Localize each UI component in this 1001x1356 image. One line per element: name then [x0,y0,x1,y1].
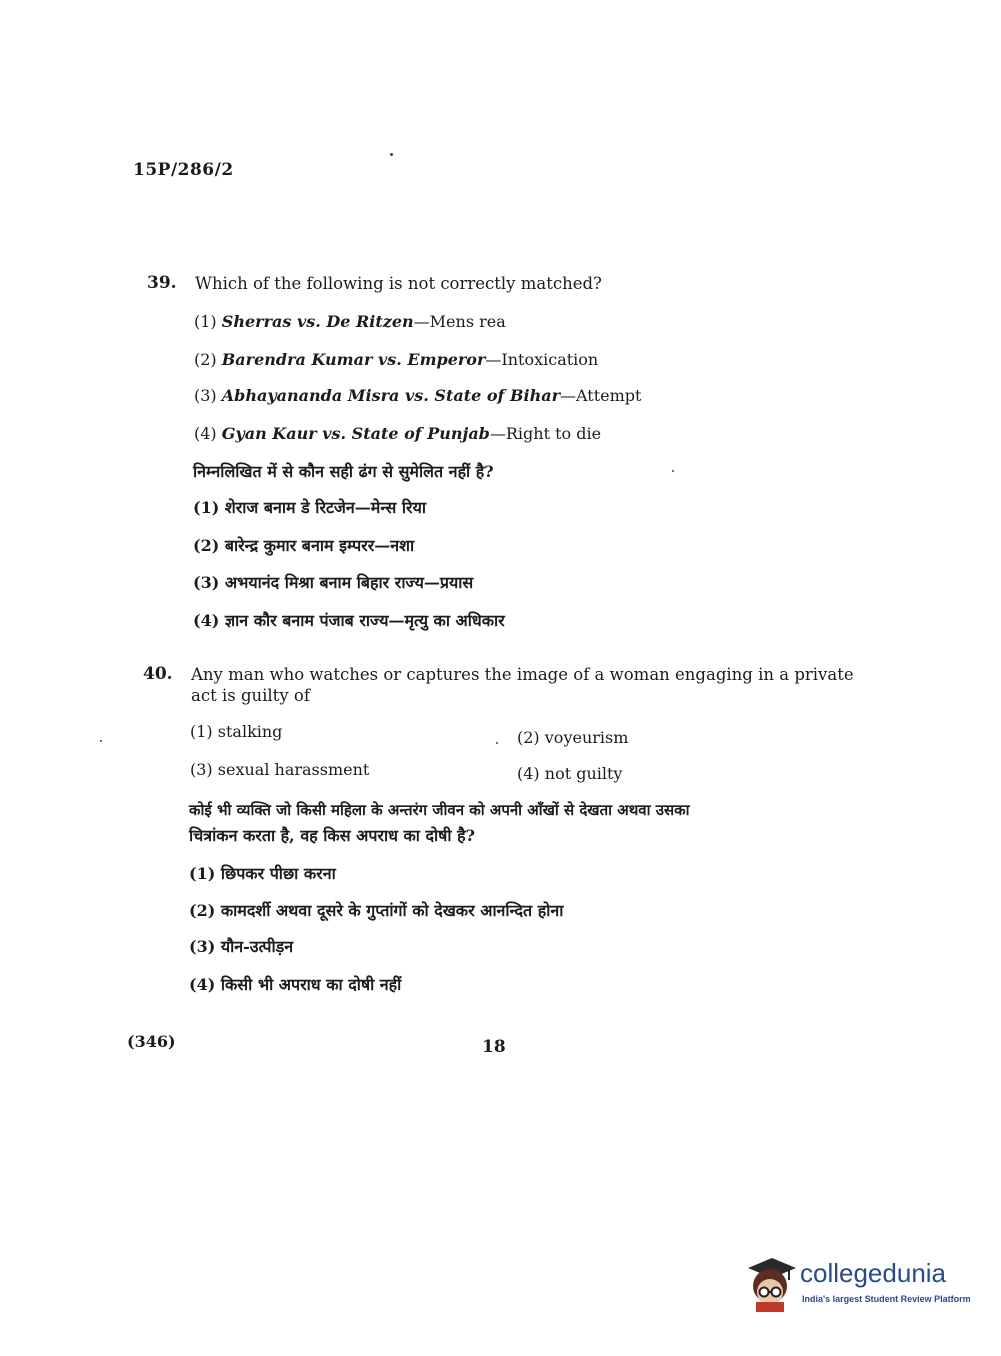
brand-name: collegedunia [800,1258,947,1288]
scan-speck [672,470,674,472]
question-40-number: 40. [143,664,173,684]
page-number: 18 [482,1037,506,1057]
q40-option-4: (4) not guilty [517,764,623,783]
question-40-text-line2: act is guilty of [191,686,310,705]
question-40-text-line1: Any man who watches or captures the image of a woman engaging in a private [191,665,854,684]
q39-option-1: (1) Sherras vs. De Ritzen—Mens rea [194,312,506,331]
question-39-number: 39. [147,273,177,293]
q40-option-1-hindi: (1) छिपकर पीछा करना [189,864,336,883]
q39-option-1-hindi: (1) शेराज बनाम डे रिटजेन—मेन्स रिया [193,498,427,517]
q39-option-2-hindi: (2) बारेन्द्र कुमार बनाम इम्परर—नशा [193,536,415,555]
scan-speck [496,742,498,744]
scan-speck [390,153,393,156]
q40-option-4-hindi: (4) किसी भी अपराध का दोषी नहीं [189,975,402,994]
q39-option-4: (4) Gyan Kaur vs. State of Punjab—Right to die [194,424,602,443]
q40-option-1: (1) stalking [190,722,283,741]
mascot-icon [742,1254,798,1314]
question-40-text-hindi-line2: चित्रांकन करता है, वह किस अपराध का दोषी है? [189,826,475,845]
q39-option-3: (3) Abhayananda Misra vs. State of Bihar—Attempt [194,386,642,405]
q39-option-4-hindi: (4) ज्ञान कौर बनाम पंजाब राज्य—मृत्यु का अधिकार [193,611,505,630]
paper-code: 15P/286/2 [133,160,234,180]
q40-option-2: (2) voyeurism [517,728,629,747]
q39-option-3-hindi: (3) अभयानंद मिश्रा बनाम बिहार राज्य—प्रयास [193,573,474,592]
question-40-text-hindi-line1: कोई भी व्यक्ति जो किसी महिला के अन्तरंग जीवन को अपनी आँखों से देखता अथवा उसका [189,801,690,819]
collegedunia-logo [742,1254,972,1316]
question-39-text: Which of the following is not correctly matched? [195,274,602,293]
q40-option-2-hindi: (2) कामदर्शी अथवा दूसरे के गुप्तांगों को देखकर आनन्दित होना [189,901,564,920]
q40-option-3: (3) sexual harassment [190,760,370,779]
scan-speck [100,740,102,742]
booklet-code: (346) [127,1032,176,1051]
question-39-text-hindi: निम्नलिखित में से कौन सही ढंग से सुमेलित नहीं है? [193,462,494,481]
q39-option-2: (2) Barendra Kumar vs. Emperor—Intoxication [194,350,599,369]
brand-tagline: India's largest Student Review Platform [802,1294,971,1304]
q40-option-3-hindi: (3) यौन-उत्पीड़न [189,937,294,956]
